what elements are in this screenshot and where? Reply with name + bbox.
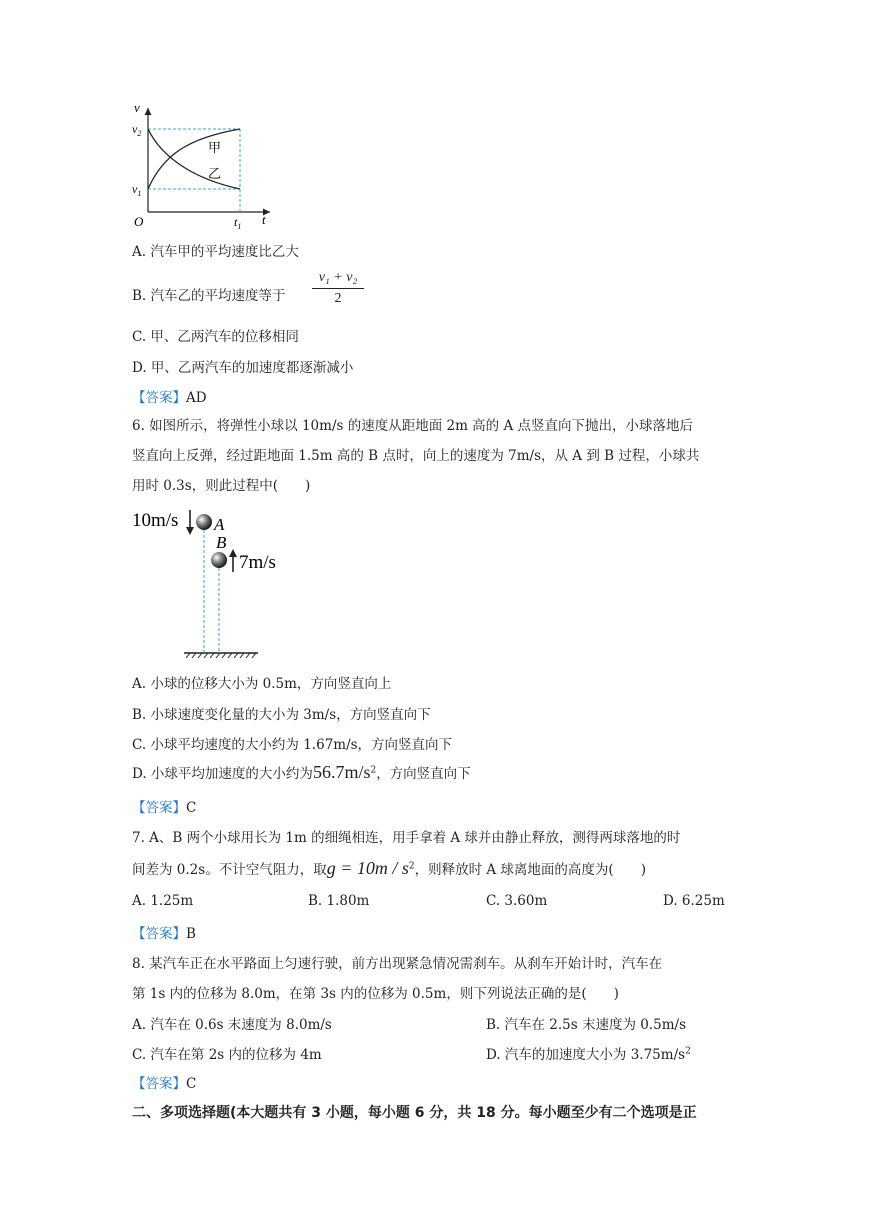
- q7-line-2: 间差为 0.2s。不计空气阻力，取$g = 10m / s^2$，则释放时 A 球离地面的高度为( ): [132, 858, 646, 878]
- q6-option-a: A. 小球的位移大小为 0.5m，方向竖直向上: [132, 676, 392, 692]
- q8-line-2: 第 1s 内的位移为 8.0m，在第 3s 内的位移为 0.5m，则下列说法正确的是( ): [132, 986, 619, 1002]
- q7-option-d: D. 6.25m: [663, 893, 725, 909]
- q6-answer: 【答案】C: [132, 800, 197, 816]
- point-a-label: A: [214, 515, 225, 534]
- velocity-down-label: 10m/s: [132, 510, 179, 531]
- velocity-time-graph: [128, 100, 278, 230]
- q5-option-b-fraction: [312, 270, 364, 307]
- curve-yi: [148, 129, 240, 189]
- q5-option-c: C. 甲、乙两汽车的位移相同: [132, 329, 299, 345]
- q7-answer: 【答案】B: [132, 926, 196, 942]
- q8-option-d: D. 汽车的加速度大小为 $3.75m/s^2$: [486, 1046, 691, 1063]
- axis-label-t: t: [262, 212, 266, 227]
- q5-option-a: A. 汽车甲的平均速度比乙大: [132, 244, 299, 260]
- ball-bounce-figure: [128, 500, 288, 665]
- axis-label-v: v: [134, 100, 140, 115]
- q6-option-d: D. 小球平均加速度的大小约为$56.7m/s^2$，方向竖直向下: [132, 762, 471, 782]
- q8-line-1: 8. 某汽车正在水平路面上匀速行驶，前方出现紧急情况需刹车。从刹车开始计时，汽车在: [132, 956, 663, 972]
- origin-label: O: [134, 214, 144, 229]
- q5-option-d: D. 甲、乙两汽车的加速度都逐渐减小: [132, 360, 354, 376]
- fraction-denominator: 2: [334, 291, 342, 306]
- q8-answer: 【答案】C: [132, 1076, 197, 1092]
- velocity-up-label: 7m/s: [239, 552, 276, 573]
- svg-text:t1: $t_1$: [234, 215, 242, 230]
- q6-line-1: 6. 如图所示，将弹性小球以 10m/s 的速度从距地面 2m 高的 A 点竖直向下抛出，小球落地后: [132, 418, 694, 434]
- curve-jia: [148, 129, 240, 189]
- q8-option-c: C. 汽车在第 2s 内的位移为 4m: [132, 1047, 322, 1063]
- q6-line-2: 竖直向上反弹，经过距地面 1.5m 高的 B 点时，向上的速度为 7m/s，从 A 到 B 过程，小球共: [132, 448, 700, 464]
- q6-line-3: 用时 0.3s，则此过程中( ): [132, 478, 311, 494]
- q7-option-a: A. 1.25m: [132, 893, 194, 909]
- q6-option-c: C. 小球平均速度的大小约为 1.67m/s，方向竖直向下: [132, 737, 453, 753]
- q8-option-b: B. 汽车在 2.5s 末速度为 0.5m/s: [486, 1017, 687, 1033]
- point-b-label: B: [216, 533, 227, 552]
- q7-option-c: C. 3.60m: [486, 893, 548, 909]
- q5-answer: 【答案】AD: [132, 390, 207, 406]
- q7-option-b: B. 1.80m: [308, 893, 370, 909]
- svg-text:v1: $v_1$: [132, 182, 142, 198]
- v1-label: v: [132, 182, 138, 196]
- curve-label-yi: 乙: [208, 166, 222, 181]
- t1-label: t: [234, 215, 238, 229]
- ball-a: [196, 514, 212, 530]
- section-heading: 二、多项选择题(本大题共有 3 小题，每小题 6 分，共 18 分。每小题至少有二个选项是正: [132, 1105, 697, 1121]
- curve-label-jia: 甲: [208, 140, 222, 155]
- q8-option-a: A. 汽车在 0.6s 末速度为 8.0m/s: [132, 1017, 332, 1033]
- q6-option-b: B. 小球速度变化量的大小为 3m/s，方向竖直向下: [132, 707, 431, 723]
- q7-line-1: 7. A、B 两个小球用长为 1m 的细绳相连，用手拿着 A 球并由静止释放，测得两球落地的时: [132, 830, 681, 846]
- v2-label: v: [132, 122, 138, 136]
- ball-b: [211, 552, 227, 568]
- q5-option-b: B. 汽车乙的平均速度等于: [132, 288, 286, 304]
- fraction-numerator: v₁ + v₂: [312, 270, 364, 289]
- svg-text:v2: $v_2$: [132, 122, 142, 138]
